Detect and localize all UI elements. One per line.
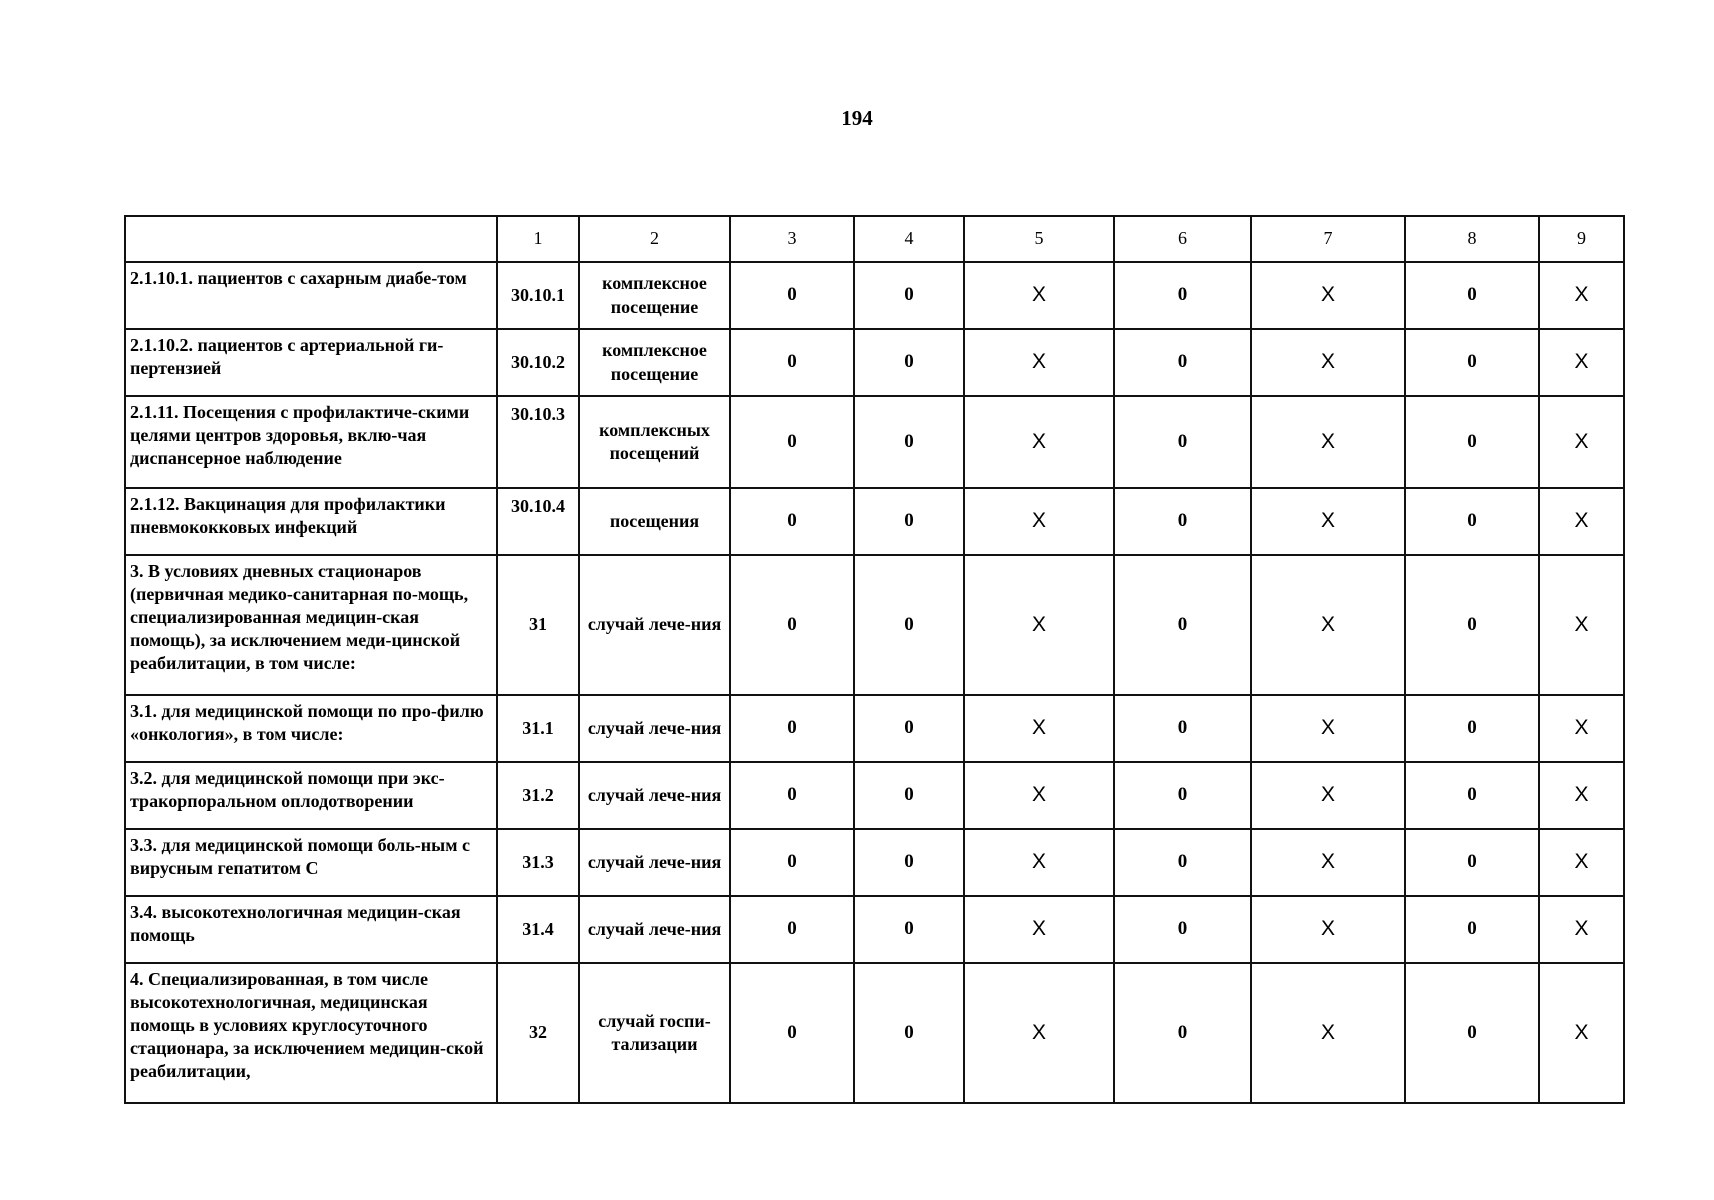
cell-col5: X: [964, 488, 1114, 555]
row-name: 3.3. для медицинской помощи боль-ным с вирусным гепатитом С: [125, 829, 497, 896]
cell-col3: 0: [730, 488, 854, 555]
row-code: 31.2: [497, 762, 579, 829]
row-unit: случай лече-ния: [579, 555, 730, 695]
cell-col8: 0: [1405, 762, 1539, 829]
cell-col3: 0: [730, 896, 854, 963]
row-name: 3.1. для медицинской помощи по про-филю «онкология», в том числе:: [125, 695, 497, 762]
cell-col8: 0: [1405, 488, 1539, 555]
table-row: [125, 262, 1624, 329]
row-unit: случай лече-ния: [579, 762, 730, 829]
cell-col9: X: [1539, 695, 1624, 762]
cell-col6: 0: [1114, 829, 1251, 896]
cell-col8: 0: [1405, 896, 1539, 963]
cell-col3: 0: [730, 963, 854, 1103]
cell-col8: 0: [1405, 829, 1539, 896]
header-cell: 6: [1114, 216, 1251, 262]
header-cell: 9: [1539, 216, 1624, 262]
data-table: [124, 215, 1625, 1104]
cell-col7: X: [1251, 555, 1405, 695]
cell-col5: X: [964, 396, 1114, 488]
cell-col4: 0: [854, 488, 964, 555]
cell-col5: X: [964, 963, 1114, 1103]
cell-col9: X: [1539, 963, 1624, 1103]
cell-col4: 0: [854, 695, 964, 762]
cell-col7: X: [1251, 762, 1405, 829]
row-code: 30.10.3: [497, 396, 579, 488]
row-unit: комплексное посещение: [579, 329, 730, 396]
table-row: [125, 829, 1624, 896]
cell-col6: 0: [1114, 488, 1251, 555]
row-code: 31.3: [497, 829, 579, 896]
cell-col9: X: [1539, 762, 1624, 829]
row-name: 2.1.10.2. пациентов с артериальной ги-пертензией: [125, 329, 497, 396]
table-row: [125, 963, 1624, 1103]
table-row: [125, 555, 1624, 695]
table-row: [125, 896, 1624, 963]
cell-col3: 0: [730, 396, 854, 488]
cell-col6: 0: [1114, 963, 1251, 1103]
cell-col7: X: [1251, 829, 1405, 896]
row-name: 2.1.10.1. пациентов с сахарным диабе-том: [125, 262, 497, 329]
cell-col3: 0: [730, 262, 854, 329]
cell-col6: 0: [1114, 329, 1251, 396]
cell-col3: 0: [730, 329, 854, 396]
cell-col6: 0: [1114, 262, 1251, 329]
cell-col5: X: [964, 896, 1114, 963]
cell-col4: 0: [854, 329, 964, 396]
row-unit: случай лече-ния: [579, 695, 730, 762]
cell-col4: 0: [854, 963, 964, 1103]
row-name: 3.2. для медицинской помощи при экс-тракорпоральном оплодотворении: [125, 762, 497, 829]
cell-col9: X: [1539, 262, 1624, 329]
table-row: [125, 488, 1624, 555]
cell-col6: 0: [1114, 896, 1251, 963]
row-unit: случай лече-ния: [579, 829, 730, 896]
cell-col3: 0: [730, 695, 854, 762]
cell-col9: X: [1539, 329, 1624, 396]
cell-col4: 0: [854, 829, 964, 896]
header-cell: 7: [1251, 216, 1405, 262]
row-code: 31.4: [497, 896, 579, 963]
table-row: [125, 396, 1624, 488]
table-row: [125, 762, 1624, 829]
header-cell: 1: [497, 216, 579, 262]
row-code: 30.10.2: [497, 329, 579, 396]
header-cell: [125, 216, 497, 262]
page-number: 194: [841, 106, 873, 130]
cell-col6: 0: [1114, 396, 1251, 488]
row-code: 31: [497, 555, 579, 695]
cell-col4: 0: [854, 896, 964, 963]
row-name: 4. Специализированная, в том числе высокотехнологичная, медицинская помощь в условиях круглосуточного стационара, за исключением медицин-ской реабилитации,: [125, 963, 497, 1103]
cell-col5: X: [964, 695, 1114, 762]
cell-col3: 0: [730, 829, 854, 896]
cell-col5: X: [964, 555, 1114, 695]
row-code: 30.10.4: [497, 488, 579, 555]
row-unit: комплексных посещений: [579, 396, 730, 488]
row-code: 31.1: [497, 695, 579, 762]
cell-col8: 0: [1405, 329, 1539, 396]
cell-col4: 0: [854, 396, 964, 488]
header-cell: 8: [1405, 216, 1539, 262]
cell-col9: X: [1539, 829, 1624, 896]
cell-col6: 0: [1114, 555, 1251, 695]
row-code: 30.10.1: [497, 262, 579, 329]
cell-col7: X: [1251, 329, 1405, 396]
row-name: 2.1.12. Вакцинация для профилактики пневмококковых инфекций: [125, 488, 497, 555]
table-header-row: [125, 216, 1624, 262]
header-cell: 5: [964, 216, 1114, 262]
row-unit: посещения: [579, 488, 730, 555]
cell-col7: X: [1251, 896, 1405, 963]
cell-col8: 0: [1405, 262, 1539, 329]
cell-col8: 0: [1405, 555, 1539, 695]
cell-col5: X: [964, 262, 1114, 329]
cell-col7: X: [1251, 488, 1405, 555]
row-name: 3. В условиях дневных стационаров (первичная медико-санитарная по-мощь, специализированная медицин-ская помощь), за исключением меди-цинской реабилитации, в том числе:: [125, 555, 497, 695]
header-cell: 4: [854, 216, 964, 262]
row-code: 32: [497, 963, 579, 1103]
cell-col4: 0: [854, 555, 964, 695]
cell-col5: X: [964, 762, 1114, 829]
cell-col7: X: [1251, 695, 1405, 762]
cell-col5: X: [964, 829, 1114, 896]
header-cell: 3: [730, 216, 854, 262]
cell-col5: X: [964, 329, 1114, 396]
row-unit: случай лече-ния: [579, 896, 730, 963]
cell-col6: 0: [1114, 762, 1251, 829]
cell-col4: 0: [854, 262, 964, 329]
row-unit: случай госпи-тализации: [579, 963, 730, 1103]
cell-col9: X: [1539, 488, 1624, 555]
cell-col7: X: [1251, 262, 1405, 329]
cell-col7: X: [1251, 396, 1405, 488]
header-cell: 2: [579, 216, 730, 262]
cell-col9: X: [1539, 896, 1624, 963]
cell-col4: 0: [854, 762, 964, 829]
cell-col6: 0: [1114, 695, 1251, 762]
row-name: 3.4. высокотехнологичная медицин-ская помощь: [125, 896, 497, 963]
cell-col7: X: [1251, 963, 1405, 1103]
row-unit: комплексное посещение: [579, 262, 730, 329]
cell-col8: 0: [1405, 963, 1539, 1103]
cell-col9: X: [1539, 555, 1624, 695]
cell-col9: X: [1539, 396, 1624, 488]
row-name: 2.1.11. Посещения с профилактиче-скими целями центров здоровья, вклю-чая диспансерное наблюдение: [125, 396, 497, 488]
cell-col8: 0: [1405, 396, 1539, 488]
table-row: [125, 695, 1624, 762]
table-row: [125, 329, 1624, 396]
cell-col8: 0: [1405, 695, 1539, 762]
cell-col3: 0: [730, 555, 854, 695]
cell-col3: 0: [730, 762, 854, 829]
